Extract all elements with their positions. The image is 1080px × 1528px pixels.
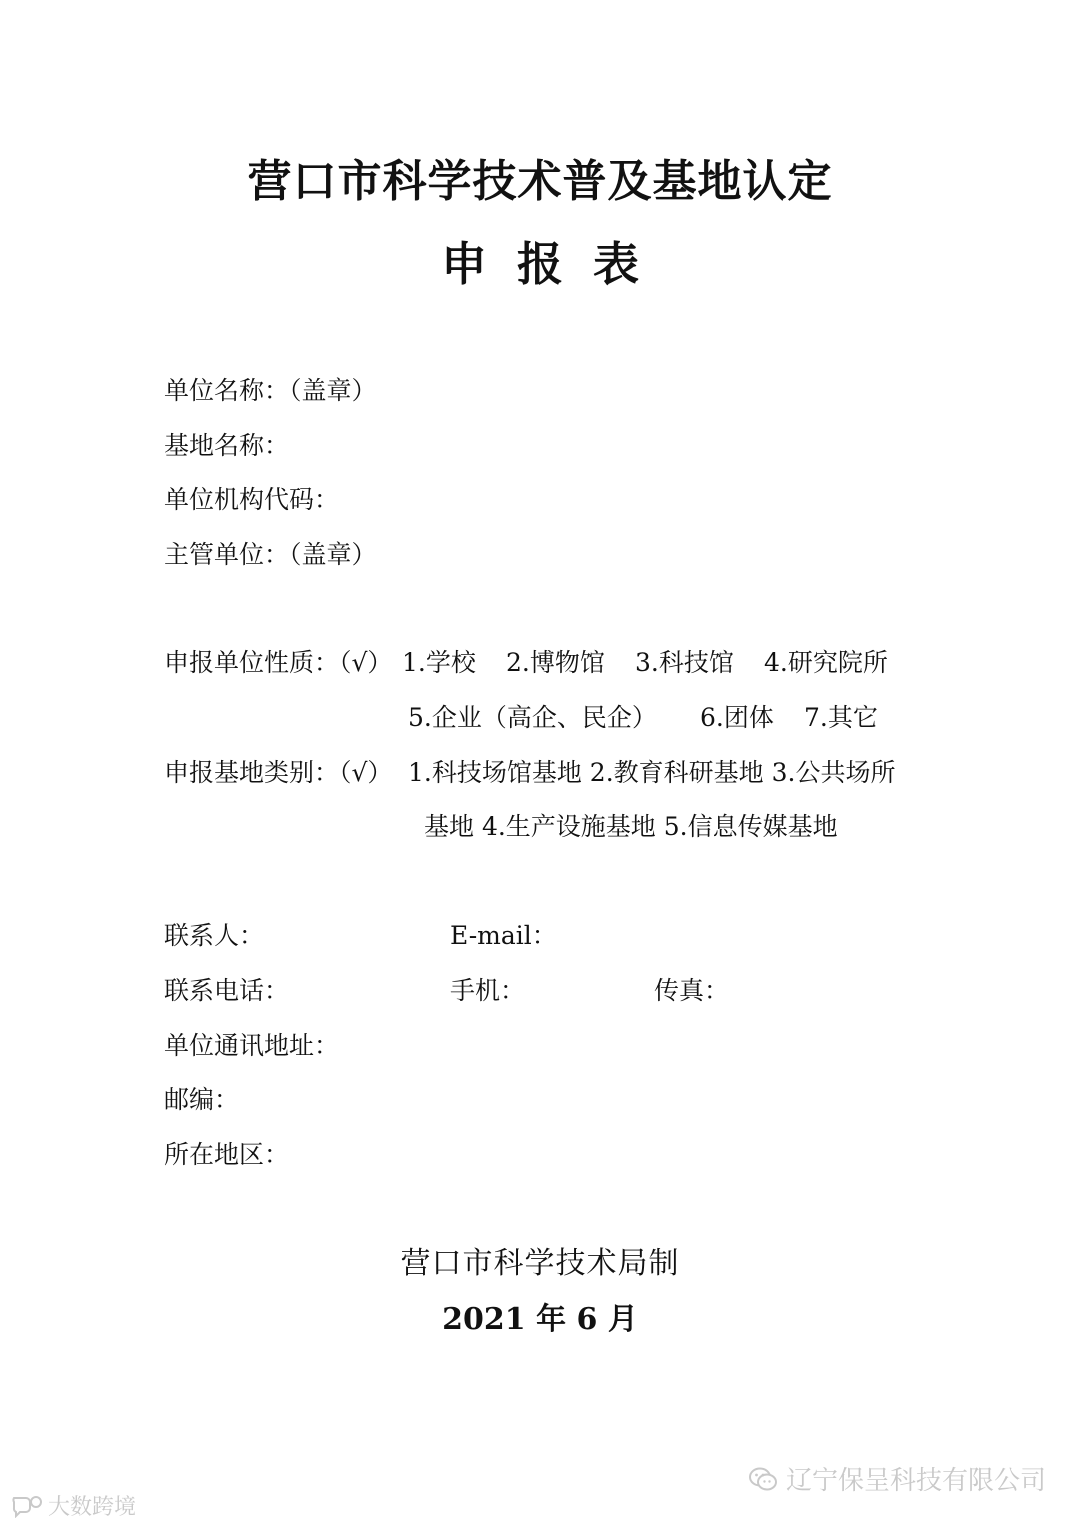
unit-nature-option: 3.科技馆 (635, 648, 734, 677)
supervisor-field (164, 540, 377, 570)
unit-nature-option: 6.团体 (700, 703, 774, 732)
unit-nature-label: 申报单位性质：（√） (164, 648, 393, 677)
address-label: 单位通讯地址： (164, 1031, 340, 1060)
wechat-icon (748, 1466, 778, 1492)
postcode-label: 邮编： (164, 1085, 240, 1114)
watermark-brand: 大数跨境 (48, 1495, 137, 1520)
unit-nature-option: 1.学校 (402, 648, 476, 677)
watermark-company: 辽宁保呈科技有限公司 (785, 1466, 1046, 1496)
brand-watermark (10, 1490, 136, 1521)
base-category-label: 申报基地类别：（√） (164, 758, 393, 787)
issue-date: 2021 年 6 月 (442, 1302, 638, 1337)
contact-person-label: 联系人： (164, 921, 265, 950)
unit-nature-option: 7.其它 (804, 703, 878, 732)
supervisor-label: 主管单位： (164, 540, 290, 569)
base-name-label: 基地名称： (164, 431, 290, 460)
unit-name-label: 单位名称： (164, 376, 290, 405)
supervisor-note: （盖章） (289, 540, 377, 569)
mobile-label: 手机： (450, 976, 526, 1005)
email-label: E-mail： (450, 921, 557, 950)
chat-bubble-logo-icon (10, 1494, 44, 1518)
base-category-options-line2: 基地 4.生产设施基地 5.信息传媒基地 (424, 812, 838, 841)
unit-nature-option: 4.研究院所 (764, 648, 888, 677)
base-category-options-line1: 1.科技场馆基地 2.教育科研基地 3.公共场所 (408, 758, 896, 787)
unit-nature-option: 2.博物馆 (506, 648, 605, 677)
unit-name-note: （盖章） (289, 376, 377, 405)
wechat-watermark (748, 1460, 1046, 1497)
org-code-label: 单位机构代码： (164, 485, 340, 514)
issuer-text: 营口市科学技术局制 (400, 1246, 680, 1281)
unit-name-field (164, 376, 377, 406)
org-code-field (164, 485, 339, 515)
page-title: 营口市科学技术普及基地认定 (247, 156, 833, 207)
unit-nature-option: 5.企业（高企、民企） (408, 703, 657, 732)
fax-label: 传真： (654, 976, 730, 1005)
page-subtitle: 申报表 (441, 237, 669, 291)
phone-label: 联系电话： (164, 976, 290, 1005)
base-name-field (164, 431, 289, 461)
region-label: 所在地区： (164, 1140, 290, 1169)
